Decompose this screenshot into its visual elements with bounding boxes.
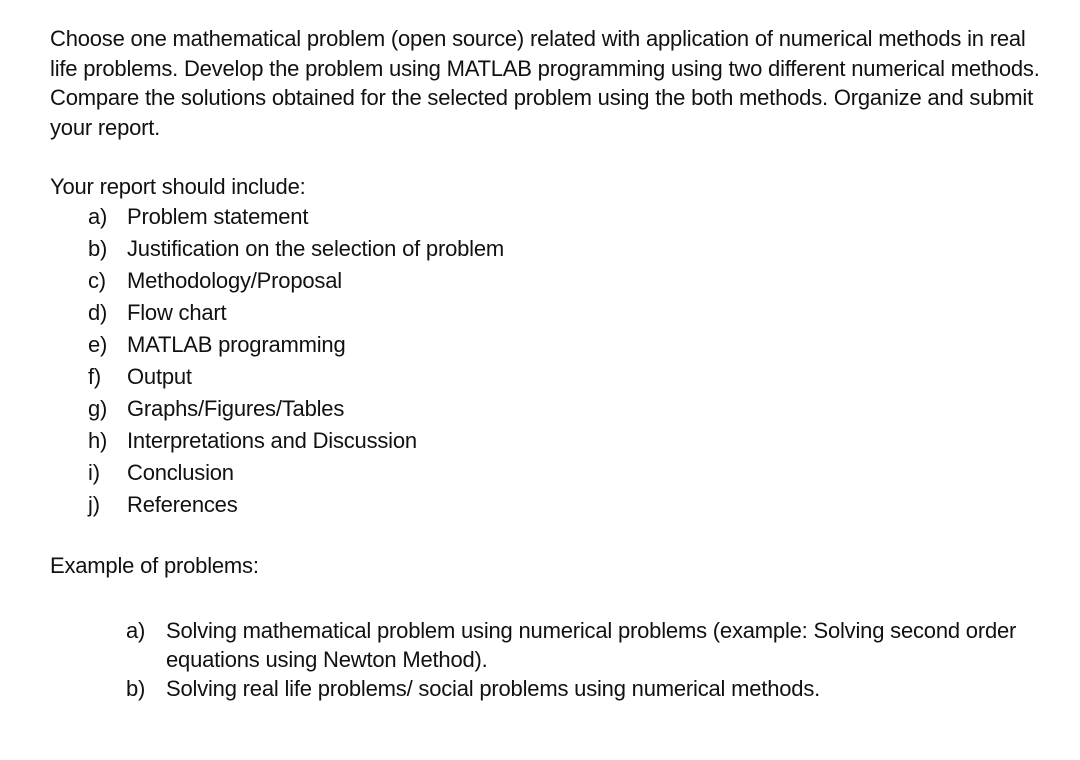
list-item-text: Solving real life problems/ social problems using numerical methods. [166,676,821,701]
list-marker: g) [88,396,108,421]
list-item [126,616,1031,674]
list-item [88,297,1050,329]
list-item [88,457,1050,489]
examples-heading: Example of problems: [50,553,259,578]
assignment-document [50,24,1050,703]
list-marker: h) [88,428,108,453]
list-item-text: Methodology/Proposal [127,268,342,293]
list-marker: b) [126,676,146,701]
list-item [88,265,1050,297]
list-item-text: Interpretations and Discussion [127,428,417,453]
intro-paragraph: Choose one mathematical problem (open source) related with application of numerical methods in real life problems. Develop the problem using MATLAB programming using two different numerical methods. Compare the solutions obtained for the selected problem using the both methods. Organize and submit your report. [50,26,1040,140]
list-item-text: References [127,492,238,517]
list-marker: d) [88,300,108,325]
list-item [88,489,1050,521]
list-marker: b) [88,236,108,261]
list-item [126,674,1031,703]
list-item-text: Justification on the selection of problem [127,236,505,261]
list-item [88,329,1050,361]
list-item-text: Graphs/Figures/Tables [127,396,345,421]
list-item-text: Problem statement [127,204,309,229]
list-marker: j) [88,492,100,517]
list-item [88,233,1050,265]
list-item-text: Solving mathematical problem using numerical problems (example: Solving second order equations using Newton Method). [166,618,1017,672]
list-marker: c) [88,268,106,293]
list-item-text: Output [127,364,192,389]
list-marker: i) [88,460,100,485]
list-marker: f) [88,364,102,389]
list-item-text: Flow chart [127,300,227,325]
list-item [88,361,1050,393]
list-marker: a) [126,618,146,643]
list-item [88,201,1050,233]
report-heading: Your report should include: [50,174,306,199]
report-requirements-list [50,201,1050,521]
list-marker: a) [88,204,108,229]
list-item [88,393,1050,425]
example-problems-list [50,616,1031,703]
list-item-text: MATLAB programming [127,332,346,357]
list-marker: e) [88,332,108,357]
list-item-text: Conclusion [127,460,234,485]
list-item [88,425,1050,457]
